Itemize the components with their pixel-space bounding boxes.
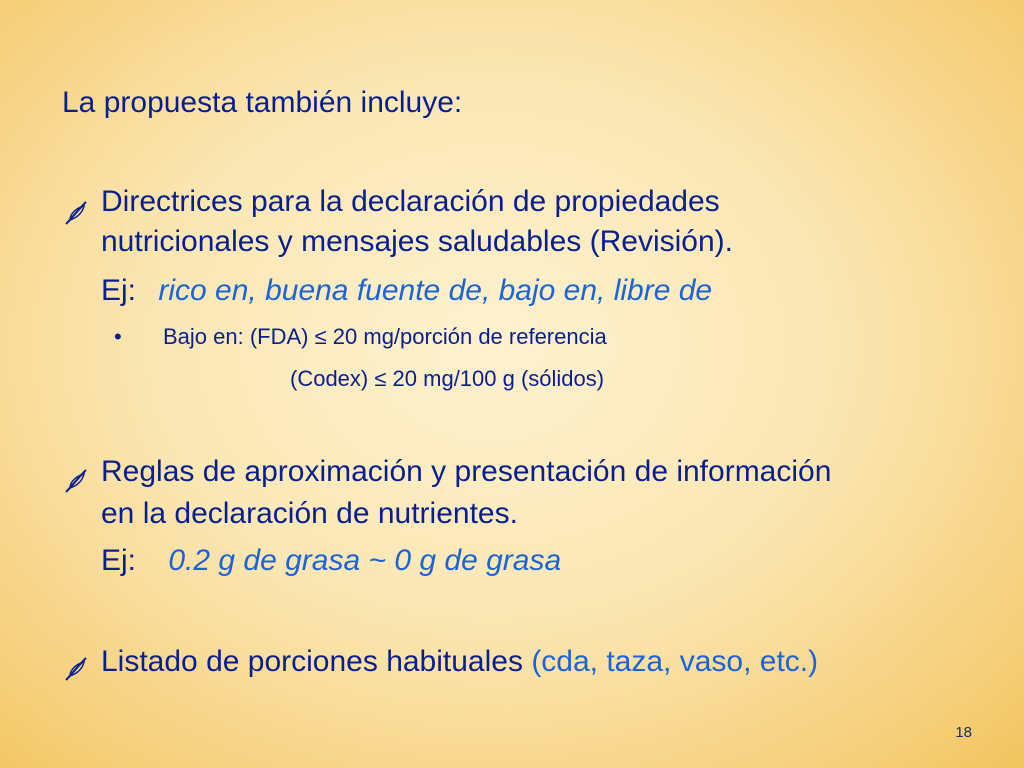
item1-sub-line1: Bajo en: (FDA) ≤ 20 mg/porción de referencia (163, 324, 607, 349)
item2-example-label: Ej: (101, 544, 137, 577)
item1-example-label: Ej: (101, 274, 137, 307)
item3-line (101, 642, 818, 682)
item3-extra: (cda, taza, vaso, etc.) (531, 645, 819, 678)
item1-line2: nutricionales y mensajes saludables (Revisión). (101, 225, 733, 258)
feather-icon (62, 198, 92, 228)
item2-example (101, 544, 561, 578)
item1-line1: Directrices para la declaración de propiedades (101, 185, 720, 218)
item3-text: Listado de porciones habituales (101, 645, 523, 678)
slide-heading: La propuesta también incluye: (62, 86, 463, 119)
item1-example (101, 274, 712, 308)
item2-example-value: 0.2 g de grasa ~ 0 g de grasa (168, 544, 562, 577)
feather-icon (62, 466, 92, 496)
item1-sub-bullet: • (114, 324, 122, 349)
item2-line2: en la declaración de nutrientes. (101, 497, 518, 530)
page-number: 18 (955, 724, 972, 741)
item1-sub-line2: (Codex) ≤ 20 mg/100 g (sólidos) (290, 366, 605, 391)
item1-example-value: rico en, buena fuente de, bajo en, libre de (158, 274, 713, 307)
feather-icon (62, 654, 92, 684)
item2-line1: Reglas de aproximación y presentación de información (101, 455, 832, 488)
